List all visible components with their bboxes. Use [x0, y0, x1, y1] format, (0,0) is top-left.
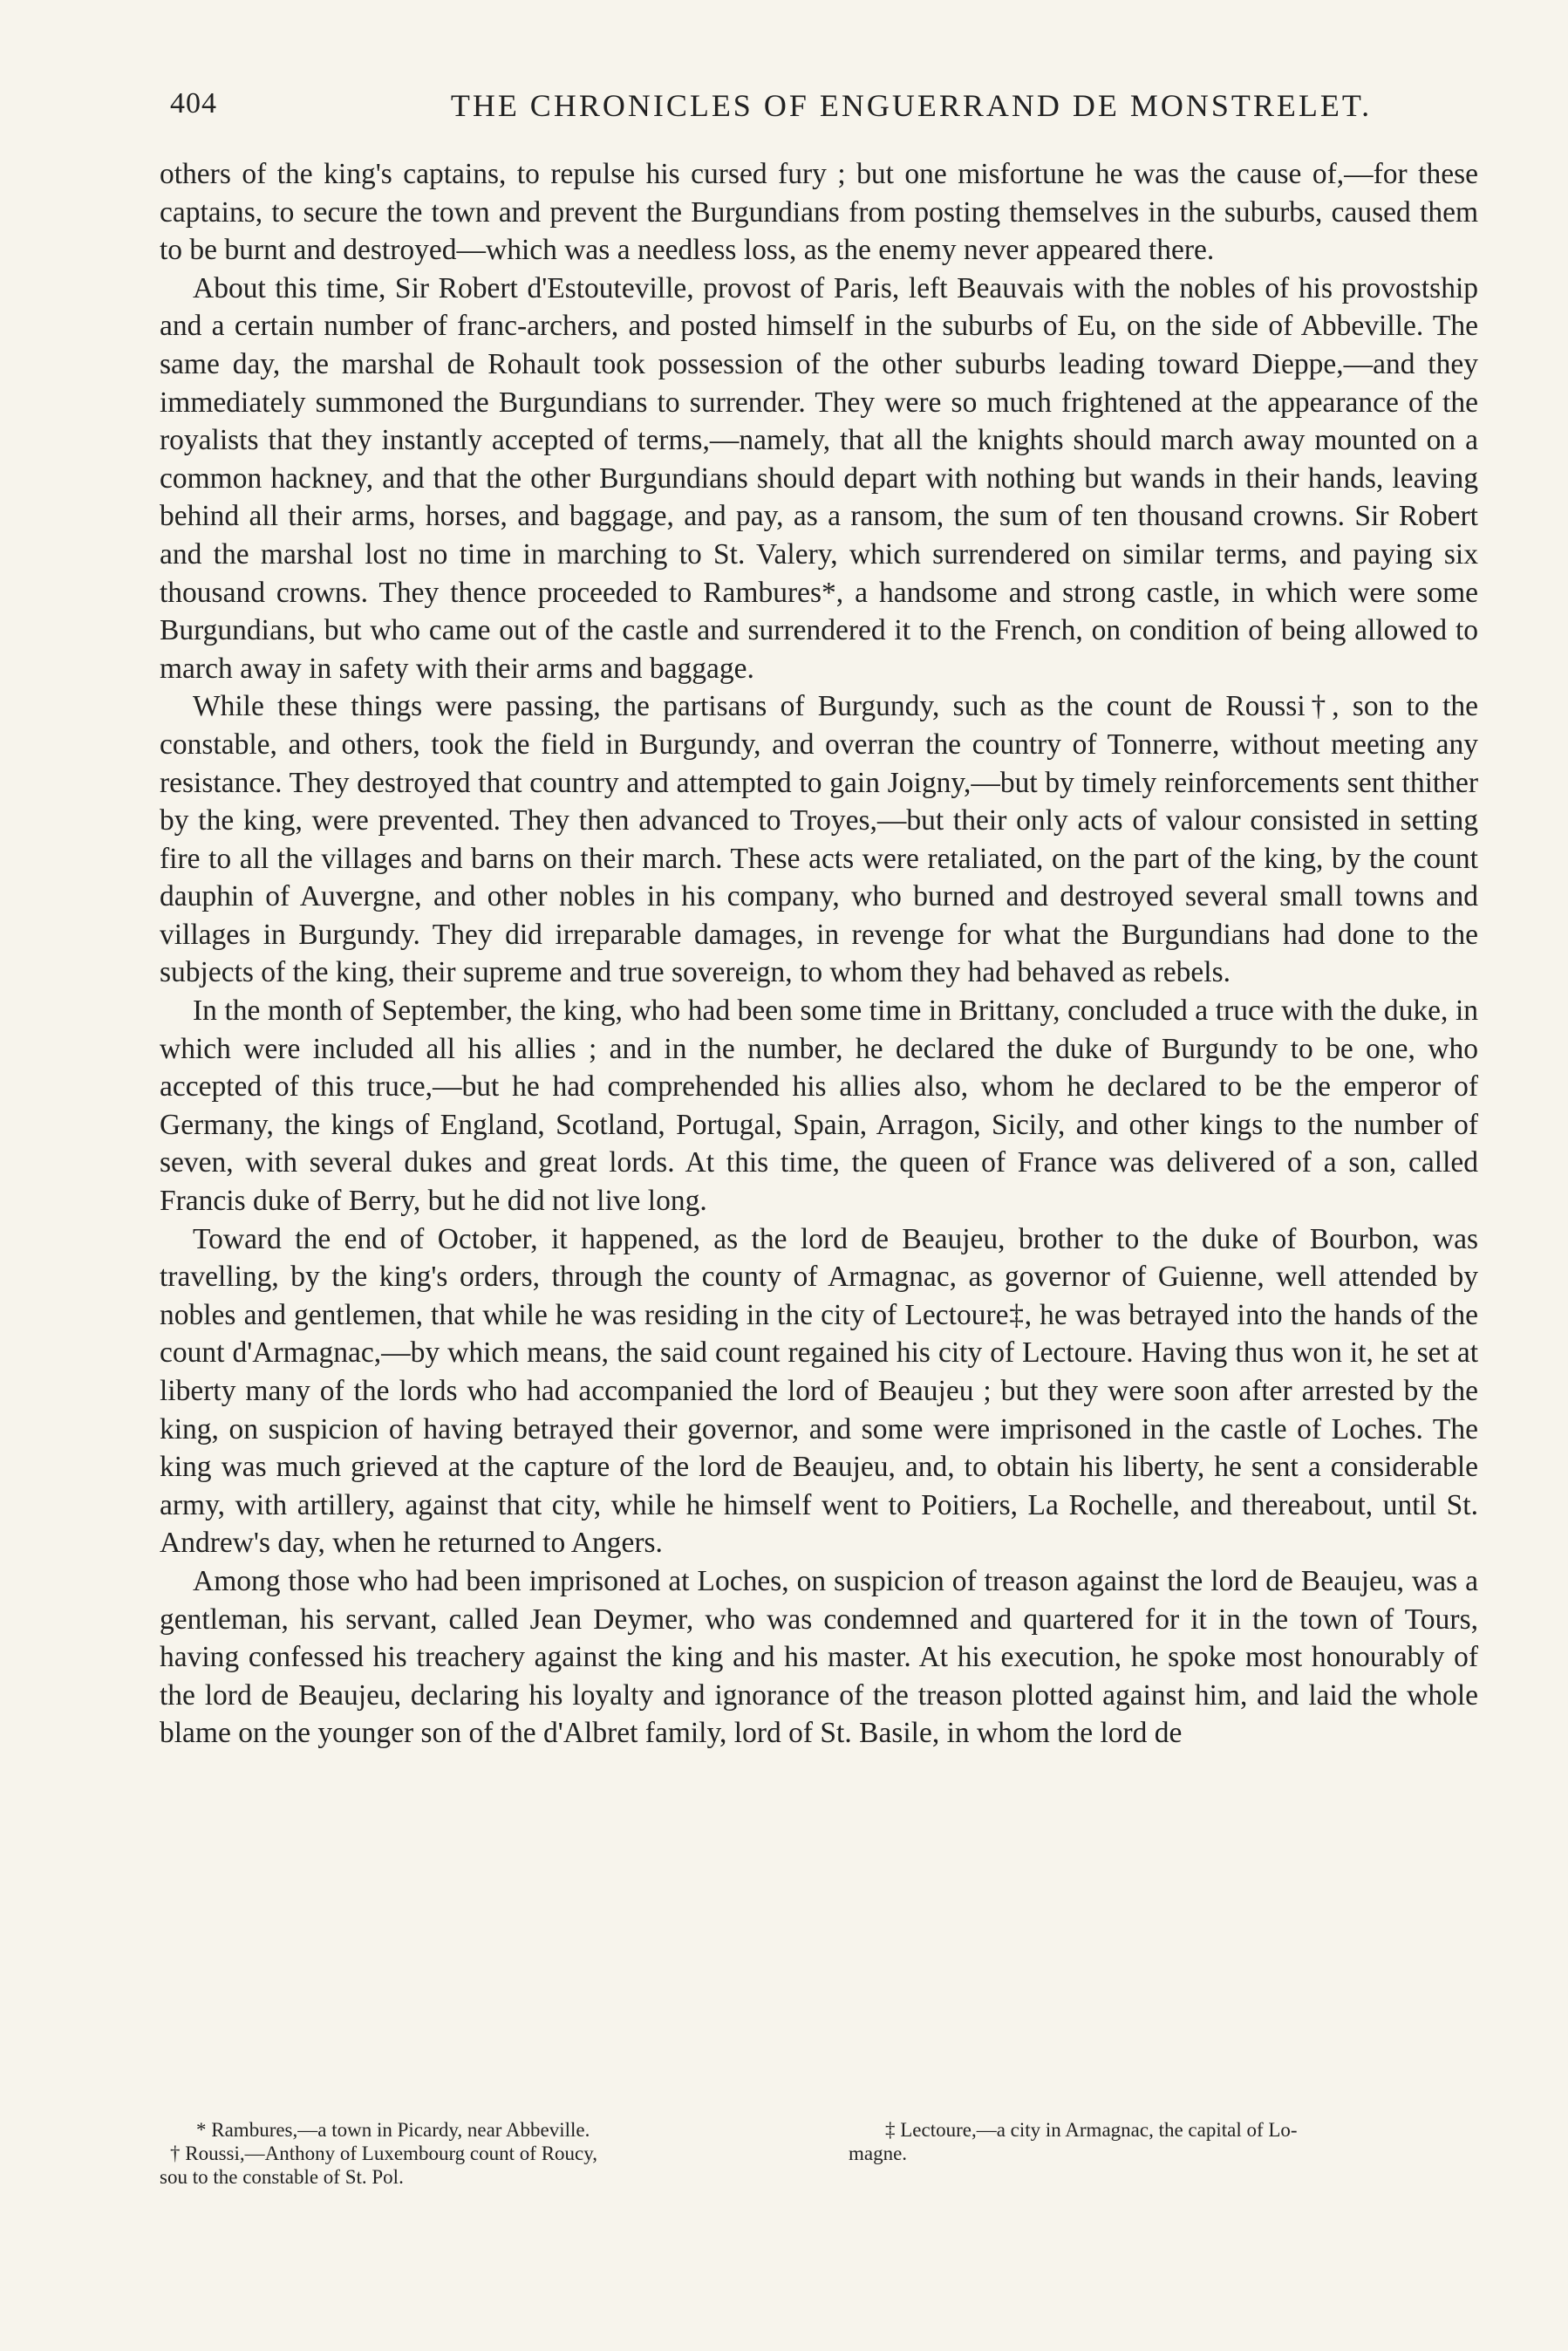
page-header	[170, 87, 1478, 131]
paragraph: others of the king's captains, to repulse his cursed fury ; but one misfortune he was the cause of,—for these captains, to secure the town and prevent the Burgundians from posting themselves in the suburbs, caused them to be burnt and destroyed—which was a needless loss, as the enemy never appeared there.	[160, 158, 1478, 267]
footnote-line: * Rambures,—a town in Picardy, near Abbeville.	[196, 2119, 590, 2141]
footnote-line: sou to the constable of St. Pol.	[160, 2166, 404, 2188]
footnote-line: † Roussi,—Anthony of Luxembourg count of Roucy,	[170, 2143, 597, 2164]
main-text	[160, 155, 1478, 1753]
page-number: 404	[170, 87, 217, 120]
paragraph: In the month of September, the king, who had been some time in Brittany, concluded a truce with the duke, in which were included all his allies ; and in the number, he declared the duke of Burgundy to be one, who accepted of this truce,—but he had comprehended his allies also, whom he declared to be the emperor of Germany, the kings of England, Scotland, Portugal, Spain, Arragon, Sicily, and other kings to the number of seven, with several dukes and great lords. At this time, the queen of France was delivered of a son, called Francis duke of Berry, but he did not live long.	[160, 994, 1478, 1218]
paragraph: Among those who had been imprisoned at Loches, on suspicion of treason against the lord de Beaujeu, was a gentleman, his servant, called Jean Deymer, who was condemned and quartered for it in the town of Tours, having confessed his treachery against the king and his master. At his execution, he spoke most honourably of the lord de Beaujeu, declaring his loyalty and ignorance of the treason plotted against him, and laid the whole blame on the younger son of the d'Albret family, lord of St. Basile, in whom the lord de	[160, 1564, 1478, 1750]
running-title: THE CHRONICLES OF ENGUERRAND DE MONSTRELET.	[450, 88, 1373, 123]
footnotes-right-column	[849, 2118, 1478, 2165]
footnote-line: magne.	[849, 2143, 908, 2164]
paragraph: Toward the end of October, it happened, as the lord de Beaujeu, brother to the duke of Bourbon, was travelling, by the king's orders, through the county of Armagnac, as governor of Guienne, well attended by nobles and gentlemen, that while he was residing in the city of Lectoure‡, he was betrayed into the hands of the count d'Armagnac,—by which means, the said count regained his city of Lectoure. Having thus won it, he set at liberty many of the lords who had accompanied the lord of Beaujeu ; but they were soon after arrested by the king, on suspicion of having betrayed their governor, and some were imprisoned in the castle of Loches. The king was much grieved at the capture of the lord de Beaujeu, and, to obtain his liberty, he sent a considerable army, with artillery, against that city, while he himself went to Poitiers, La Rochelle, and thereabout, until St. Andrew's day, when he returned to Angers.	[160, 1222, 1478, 1560]
footnotes-left-column	[160, 2118, 840, 2189]
paragraph: About this time, Sir Robert d'Estouteville, provost of Paris, left Beauvais with the nobles of his provostship and a certain number of franc-archers, and posted himself in the suburbs of Eu, on the side of Abbeville. The same day, the marshal de Rohault took possession of the other suburbs leading toward Dieppe,—and they immediately summoned the Burgundians to surrender. They were so much frightened at the appearance of the royalists that they instantly accepted of terms,—namely, that all the knights should march away mounted on a common hackney, and that the other Burgundians should depart with nothing but wands in their hands, leaving behind all their arms, horses, and baggage, and pay, as a ransom, the sum of ten thousand crowns. Sir Robert and the marshal lost no time in marching to St. Valery, which surrendered on similar terms, and paying six thousand crowns. They thence proceeded to Rambures*, a handsome and strong castle, in which were some Burgundians, but who came out of the castle and surrendered it to the French, on condition of being allowed to march away in safety with their arms and baggage.	[160, 271, 1478, 685]
footnote-line: ‡ Lectoure,—a city in Armagnac, the capital of Lo-	[885, 2119, 1298, 2141]
paragraph: While these things were passing, the partisans of Burgundy, such as the count de Roussi†, son to the constable, and others, took the field in Burgundy, and overran the country of Tonnerre, without meeting any resistance. They destroyed that country and attempted to gain Joigny,—but by timely reinforcements sent thither by the king, were prevented. They then advanced to Troyes,—but their only acts of valour consisted in setting fire to all the villages and barns on their march. These acts were retaliated, on the part of the king, by the count dauphin of Auvergne, and other nobles in his company, who burned and destroyed several small towns and villages in Burgundy. They did irreparable damages, in revenge for what the Burgundians had done to the subjects of the king, their supreme and true sovereign, to whom they had behaved as rebels.	[160, 690, 1478, 989]
